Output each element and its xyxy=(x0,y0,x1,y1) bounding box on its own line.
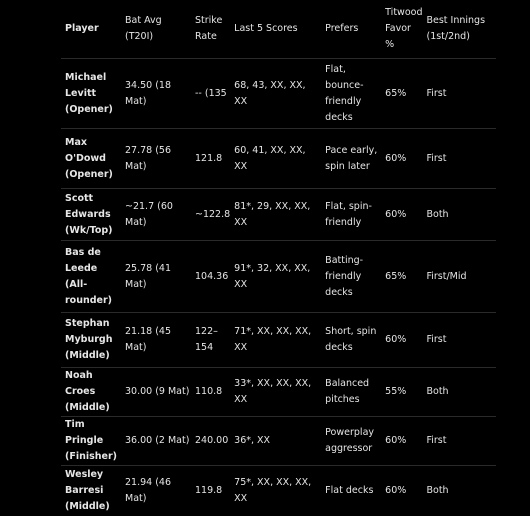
bat-avg: 25.78 (41 Mat) xyxy=(121,241,191,313)
prefers: Pace early, spin later xyxy=(321,129,381,189)
best-innings: First xyxy=(422,59,496,129)
player-name: Scott Edwards (Wk/Top) xyxy=(61,189,121,241)
player-name: Wesley Barresi (Middle) xyxy=(61,466,121,516)
last-5-scores: 60, 41, XX, XX, XX xyxy=(230,129,321,189)
prefers: Balanced pitches xyxy=(321,368,381,417)
titwood-favor: 60% xyxy=(381,466,422,516)
last-5-scores: 36*, XX xyxy=(230,417,321,466)
col-header-bat-avg: Bat Avg (T20I) xyxy=(125,15,162,42)
strike-rate: 122–154 xyxy=(191,313,230,368)
table-row xyxy=(61,466,496,516)
bat-avg: ~21.7 (60 Mat) xyxy=(121,189,191,241)
prefers: Batting-friendly decks xyxy=(321,241,381,313)
player-name: Bas de Leede (All-rounder) xyxy=(61,241,121,313)
bat-avg: 30.00 (9 Mat) xyxy=(121,368,191,417)
player-name: Noah Croes (Middle) xyxy=(61,368,121,417)
table-row xyxy=(61,417,496,466)
header-row xyxy=(61,0,496,59)
last-5-scores: 68, 43, XX, XX, XX xyxy=(230,59,321,129)
last-5-scores: 81*, 29, XX, XX, XX xyxy=(230,189,321,241)
table-row xyxy=(61,59,496,129)
strike-rate: 104.36 xyxy=(191,241,230,313)
titwood-favor: 60% xyxy=(381,189,422,241)
titwood-favor: 55% xyxy=(381,368,422,417)
last-5-scores: 75*, XX, XX, XX, XX xyxy=(230,466,321,516)
best-innings: Both xyxy=(422,368,496,417)
best-innings: First/Mid xyxy=(422,241,496,313)
table-row xyxy=(61,313,496,368)
col-header-prefers: Prefers xyxy=(325,23,359,34)
col-header-best-innings: Best Innings (1st/2nd) xyxy=(426,15,486,42)
best-innings: First xyxy=(422,417,496,466)
best-innings: First xyxy=(422,313,496,368)
bat-avg: 21.18 (45 Mat) xyxy=(121,313,191,368)
titwood-favor: 65% xyxy=(381,241,422,313)
bat-avg: 36.00 (2 Mat) xyxy=(121,417,191,466)
best-innings: Both xyxy=(422,189,496,241)
table-row xyxy=(61,368,496,417)
table-row xyxy=(61,241,496,313)
col-header-last-5-scores: Last 5 Scores xyxy=(234,23,298,34)
bat-avg: 27.78 (56 Mat) xyxy=(121,129,191,189)
player-name: Tim Pringle (Finisher) xyxy=(61,417,121,466)
prefers: Flat, bounce-friendly decks xyxy=(321,59,381,129)
table-row xyxy=(61,129,496,189)
player-name: Max O'Dowd (Opener) xyxy=(61,129,121,189)
strike-rate: 121.8 xyxy=(191,129,230,189)
col-header-player: Player xyxy=(65,23,99,34)
strike-rate: 119.8 xyxy=(191,466,230,516)
best-innings: Both xyxy=(422,466,496,516)
last-5-scores: 33*, XX, XX, XX, XX xyxy=(230,368,321,417)
best-innings: First xyxy=(422,129,496,189)
prefers: Flat, spin-friendly xyxy=(321,189,381,241)
col-header-titwood-favor: Titwood Favor % xyxy=(385,7,423,50)
strike-rate: -- (135 xyxy=(191,59,230,129)
titwood-favor: 60% xyxy=(381,417,422,466)
prefers: Powerplay aggressor xyxy=(321,417,381,466)
last-5-scores: 91*, 32, XX, XX, XX xyxy=(230,241,321,313)
col-header-strike-rate: Strike Rate xyxy=(195,15,223,42)
player-name: Michael Levitt (Opener) xyxy=(61,59,121,129)
bat-avg: 34.50 (18 Mat) xyxy=(121,59,191,129)
player-name: Stephan Myburgh (Middle) xyxy=(61,313,121,368)
prefers: Short, spin decks xyxy=(321,313,381,368)
last-5-scores: 71*, XX, XX, XX, XX xyxy=(230,313,321,368)
table-row xyxy=(61,189,496,241)
strike-rate: ~122.8 xyxy=(191,189,230,241)
titwood-favor: 60% xyxy=(381,313,422,368)
player-stats-table xyxy=(61,0,496,516)
bat-avg: 21.94 (46 Mat) xyxy=(121,466,191,516)
titwood-favor: 65% xyxy=(381,59,422,129)
strike-rate: 110.8 xyxy=(191,368,230,417)
strike-rate: 240.00 xyxy=(191,417,230,466)
titwood-favor: 60% xyxy=(381,129,422,189)
prefers: Flat decks xyxy=(321,466,381,516)
